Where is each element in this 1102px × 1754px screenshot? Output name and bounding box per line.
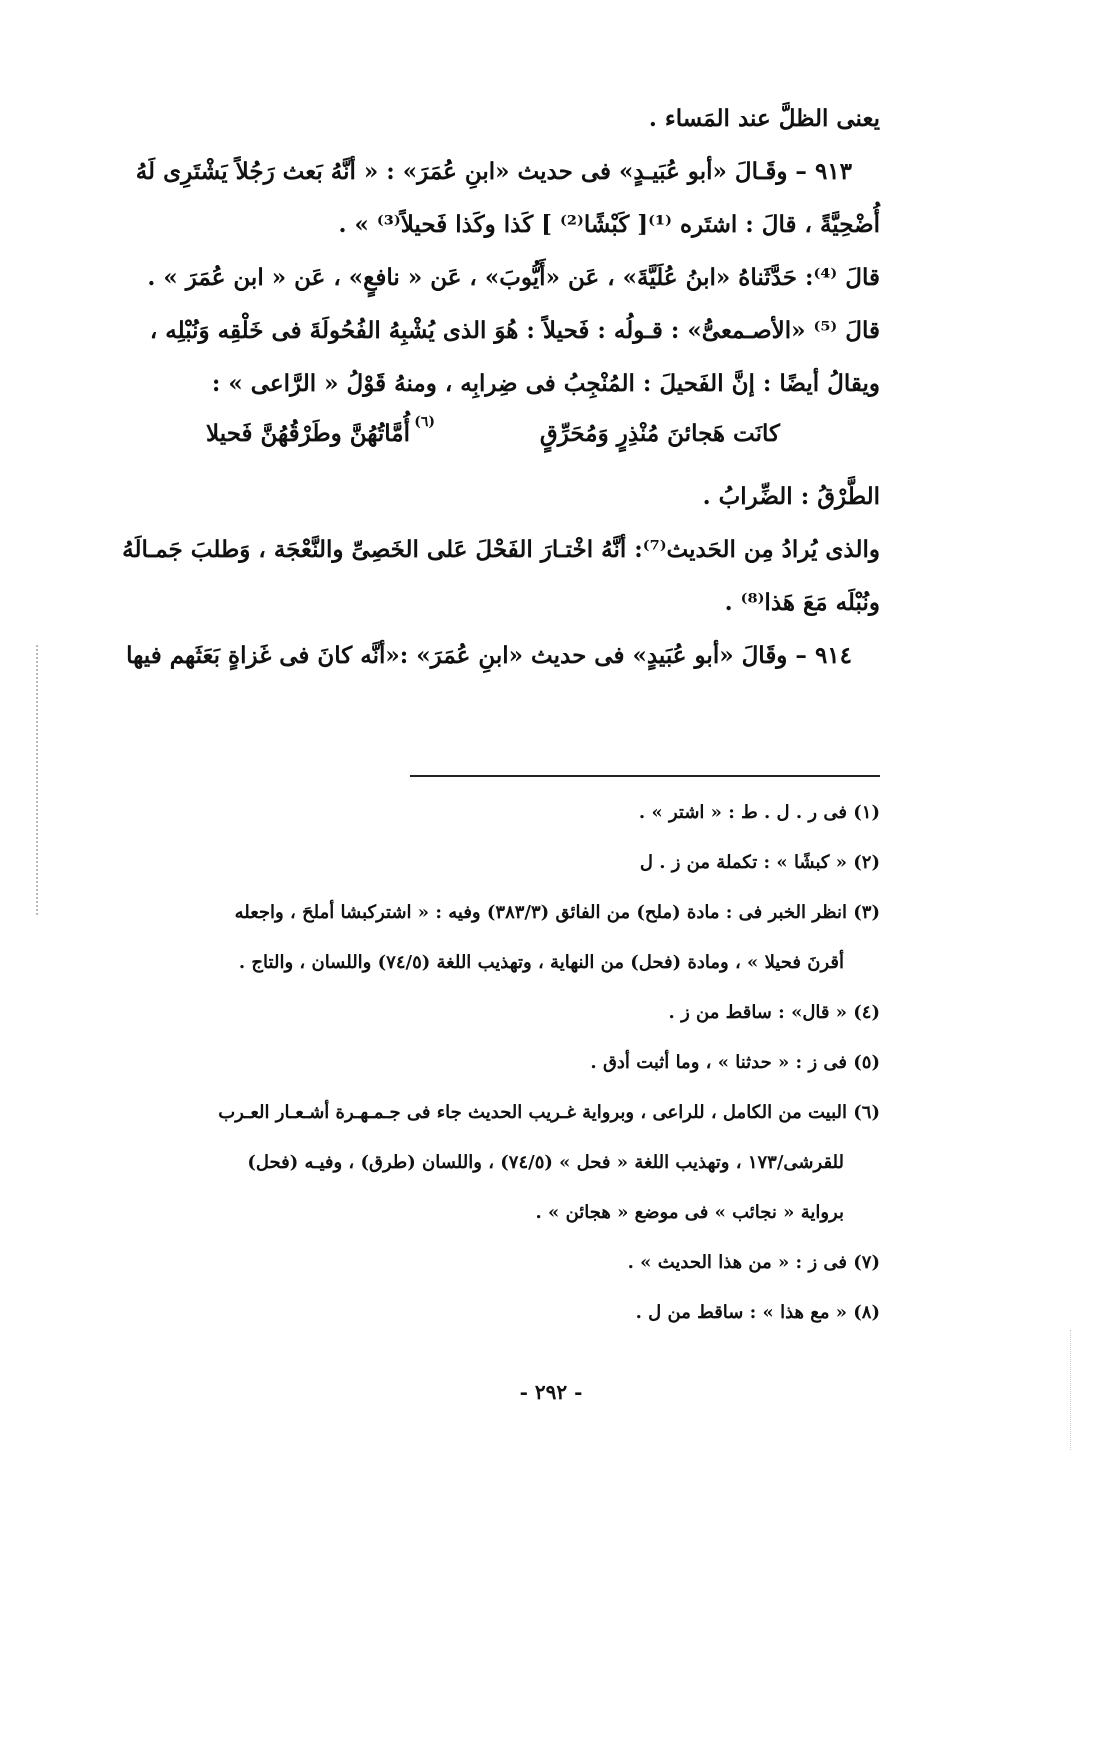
scan-margin-artifact [1070,1330,1071,1450]
text-line: الطَّرْقُ : الضِّرابُ . [702,483,880,510]
entry-913-heading: ٩١٣ – وقَـالَ «أبو عُبَيـدٍ» فى حديث «ابنِ عُمَرَ» : « أنَّهُ بَعث رَجُلاً يَشْتَرِى لَهُ [135,158,852,185]
footnote-3-continuation: أقرنَ فحيلا » ، ومادة (فحل) من النهاية ، وتهذيب اللغة (٧٤/٥) واللسان ، والتاج . [238,952,844,973]
footnote-6: (٦) البيت من الكامل ، للراعى ، وبرواية غـريب الحديث جاء فى جـمـهـرة أشـعـار العـرب [218,1102,880,1123]
footnote-5: (٥) فى ز : « حدثنا » ، وما أثبت أدق . [590,1052,880,1073]
footnote-2: (٢) « كبشًا » : تكملة من ز . ل [639,852,880,873]
text-line: يعنى الظلَّ عند المَساء . [648,105,880,132]
text-line: قالَ ⁽⁴⁾: حَدَّثَناهُ «ابنُ عُلَيَّةَ» ، عَن «أَيُّوبَ» ، عَن « نافعٍ» ، عَن « ابن عُمَرَ » . [147,264,880,291]
page-number: - ٢٩٢ - [519,1380,583,1404]
footnote-6-continuation: للقرشى/١٧٣ ، وتهذيب اللغة « فحل » (٧٤/٥) ، واللسان (طرق) ، وفيـه (فحل) [247,1152,844,1173]
entry-914-heading: ٩١٤ – وقَالَ «أبو عُبَيدٍ» فى حديث «ابنِ عُمَرَ» :«أنَّه كانَ فى غَزاةٍ بَعَثَهم فيها [126,642,852,669]
footnote-8: (٨) « مع هذا » : ساقط من ل . [635,1302,880,1323]
verse-second-hemistich: أُمَّاتُهُنَّ وطَرْقُهُنَّ فَحيلا [206,420,410,447]
poetry-verse [105,410,880,470]
verse-first-hemistich: كانَت هَجائنَ مُنْذِرٍ وَمُحَرِّقٍ [539,420,780,447]
footnote-3: (٣) انظر الخبر فى : مادة (ملح) من الفائق (٣٨٣/٣) وفيه : « اشتركبشا أملحَ ، واجعله [234,902,880,923]
footnote-separator [410,775,880,777]
text-line: والذى يُرادُ مِن الحَديث⁽⁷⁾: أنَّهُ اخْتـارَ الفَحْلَ عَلى الخَصِىِّ والنَّعْجَة ، وَطلبَ جَمـالَهُ [122,536,880,563]
footnote-4: (٤) « قال» : ساقط من ز . [668,1002,880,1023]
scan-margin-artifact [36,645,38,915]
verse-footnote-ref: (٦) [414,414,435,430]
footnotes [105,788,880,1338]
footnote-7: (٧) فى ز : « من هذا الحديث » . [627,1252,880,1273]
text-line: أُضْحِيَّةً ، قالَ : اشتَره ⁽¹⁾[ كَبْشًا⁽²⁾ ] كَذا وكَذا فَحيلاً⁽³⁾ » . [338,211,880,238]
text-line: ونُبْلَه مَعَ هَذا⁽⁸⁾ . [724,589,880,616]
text-line: ويقالُ أيضًا : إنَّ الفَحيلَ : المُنْجِبُ فى ضِرابِه ، ومنهُ قَوْلُ « الرَّاعى » : [211,370,880,397]
footnote-1: (١) فى ر . ل . ط : « اشتر » . [638,802,880,823]
footnote-6-continuation: برواية « نجائب » فى موضع « هجائن » . [535,1202,844,1223]
main-text [105,92,880,682]
text-line: قالَ ⁽⁵⁾ «الأصـمعىُّ» : قـولُه : فَحيلاً : هُوَ الذى يُشْبِهُ الفُحُولَةَ فى خَلْقِه وَنُبْلِه ، [149,317,880,344]
